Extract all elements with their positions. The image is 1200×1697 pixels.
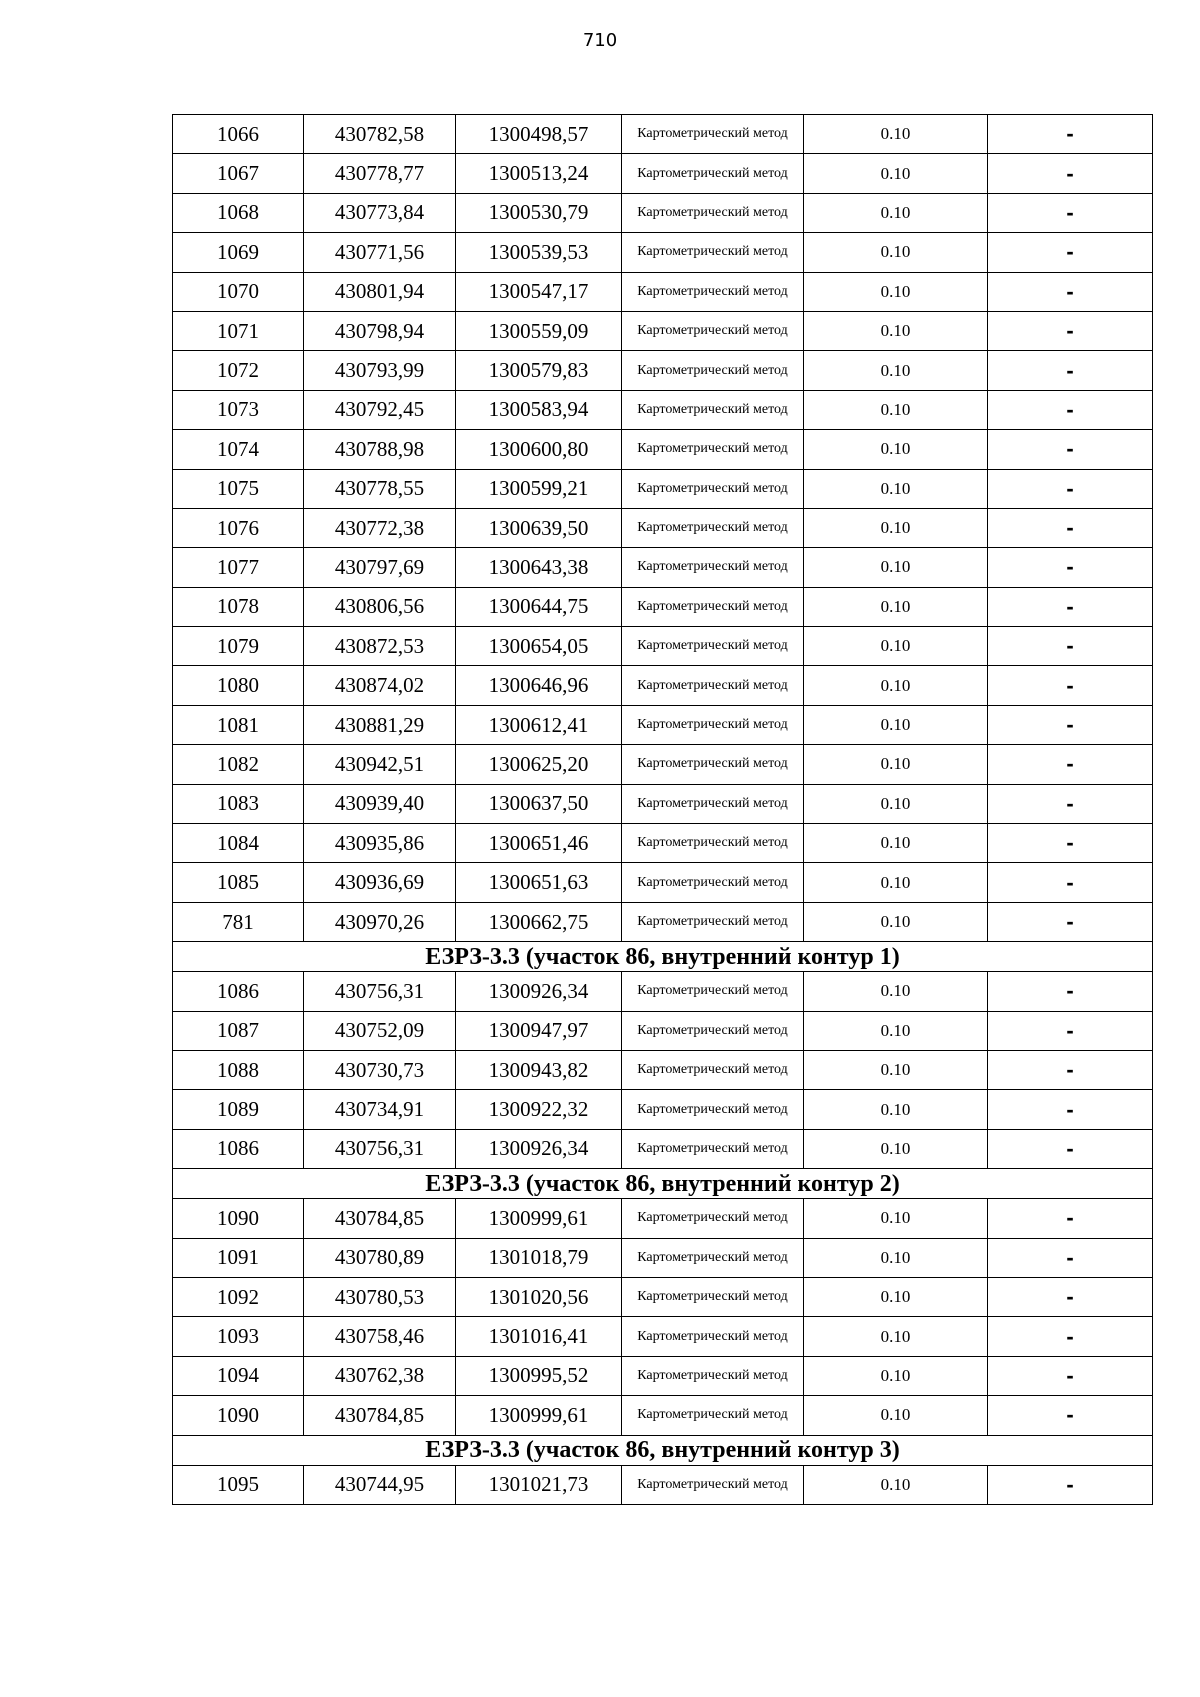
x-coordinate-cell: 430771,56	[304, 233, 456, 272]
table-row	[173, 824, 1153, 863]
x-coordinate-cell: 430806,56	[304, 587, 456, 626]
method-cell: Картометрический метод	[622, 745, 804, 784]
point-number-cell: 1076	[173, 508, 304, 547]
x-coordinate-cell: 430939,40	[304, 784, 456, 823]
point-number-cell: 1081	[173, 705, 304, 744]
y-coordinate-cell: 1300530,79	[456, 193, 622, 232]
note-cell: -	[988, 824, 1153, 863]
note-cell: -	[988, 587, 1153, 626]
method-cell: Картометрический метод	[622, 311, 804, 350]
y-coordinate-cell: 1300599,21	[456, 469, 622, 508]
x-coordinate-cell: 430772,38	[304, 508, 456, 547]
x-coordinate-cell: 430762,38	[304, 1356, 456, 1395]
table-row	[173, 1129, 1153, 1168]
y-coordinate-cell: 1301016,41	[456, 1317, 622, 1356]
accuracy-cell: 0.10	[804, 1396, 988, 1435]
x-coordinate-cell: 430798,94	[304, 311, 456, 350]
point-number-cell: 1095	[173, 1465, 304, 1504]
note-cell: -	[988, 115, 1153, 154]
point-number-cell: 1082	[173, 745, 304, 784]
note-cell: -	[988, 1317, 1153, 1356]
x-coordinate-cell: 430756,31	[304, 1129, 456, 1168]
method-cell: Картометрический метод	[622, 1050, 804, 1089]
method-cell: Картометрический метод	[622, 272, 804, 311]
method-cell: Картометрический метод	[622, 1129, 804, 1168]
accuracy-cell: 0.10	[804, 115, 988, 154]
point-number-cell: 781	[173, 902, 304, 941]
table-row	[173, 351, 1153, 390]
accuracy-cell: 0.10	[804, 311, 988, 350]
table-row	[173, 1011, 1153, 1050]
x-coordinate-cell: 430970,26	[304, 902, 456, 941]
method-cell: Картометрический метод	[622, 1199, 804, 1238]
y-coordinate-cell: 1300547,17	[456, 272, 622, 311]
note-cell: -	[988, 154, 1153, 193]
x-coordinate-cell: 430942,51	[304, 745, 456, 784]
note-cell: -	[988, 1011, 1153, 1050]
accuracy-cell: 0.10	[804, 1129, 988, 1168]
note-cell: -	[988, 351, 1153, 390]
method-cell: Картометрический метод	[622, 863, 804, 902]
section-header-row	[173, 1169, 1153, 1199]
y-coordinate-cell: 1300643,38	[456, 548, 622, 587]
note-cell: -	[988, 1050, 1153, 1089]
y-coordinate-cell: 1300922,32	[456, 1090, 622, 1129]
method-cell: Картометрический метод	[622, 784, 804, 823]
point-number-cell: 1092	[173, 1277, 304, 1316]
y-coordinate-cell: 1300943,82	[456, 1050, 622, 1089]
y-coordinate-cell: 1300583,94	[456, 390, 622, 429]
table-row	[173, 627, 1153, 666]
table-row	[173, 784, 1153, 823]
method-cell: Картометрический метод	[622, 1396, 804, 1435]
table-row	[173, 666, 1153, 705]
method-cell: Картометрический метод	[622, 972, 804, 1011]
note-cell: -	[988, 390, 1153, 429]
y-coordinate-cell: 1300639,50	[456, 508, 622, 547]
y-coordinate-cell: 1300926,34	[456, 1129, 622, 1168]
x-coordinate-cell: 430758,46	[304, 1317, 456, 1356]
accuracy-cell: 0.10	[804, 1277, 988, 1316]
point-number-cell: 1074	[173, 430, 304, 469]
point-number-cell: 1094	[173, 1356, 304, 1395]
y-coordinate-cell: 1300654,05	[456, 627, 622, 666]
note-cell: -	[988, 469, 1153, 508]
x-coordinate-cell: 430730,73	[304, 1050, 456, 1089]
y-coordinate-cell: 1301020,56	[456, 1277, 622, 1316]
table-row	[173, 193, 1153, 232]
x-coordinate-cell: 430935,86	[304, 824, 456, 863]
y-coordinate-cell: 1300644,75	[456, 587, 622, 626]
note-cell: -	[988, 508, 1153, 547]
table-row	[173, 115, 1153, 154]
x-coordinate-cell: 430778,77	[304, 154, 456, 193]
table-row	[173, 1356, 1153, 1395]
table-row	[173, 390, 1153, 429]
point-number-cell: 1084	[173, 824, 304, 863]
note-cell: -	[988, 666, 1153, 705]
accuracy-cell: 0.10	[804, 972, 988, 1011]
x-coordinate-cell: 430782,58	[304, 115, 456, 154]
note-cell: -	[988, 1356, 1153, 1395]
x-coordinate-cell: 430788,98	[304, 430, 456, 469]
accuracy-cell: 0.10	[804, 154, 988, 193]
accuracy-cell: 0.10	[804, 824, 988, 863]
method-cell: Картометрический метод	[622, 705, 804, 744]
point-number-cell: 1085	[173, 863, 304, 902]
table-row	[173, 1090, 1153, 1129]
note-cell: -	[988, 1238, 1153, 1277]
method-cell: Картометрический метод	[622, 1238, 804, 1277]
table-row	[173, 233, 1153, 272]
section-title: ЕЗРЗ-3.3 (участок 86, внутренний контур 1)	[173, 942, 1153, 972]
table-row	[173, 508, 1153, 547]
table-row	[173, 1277, 1153, 1316]
x-coordinate-cell: 430874,02	[304, 666, 456, 705]
accuracy-cell: 0.10	[804, 351, 988, 390]
point-number-cell: 1087	[173, 1011, 304, 1050]
accuracy-cell: 0.10	[804, 1050, 988, 1089]
note-cell: -	[988, 272, 1153, 311]
accuracy-cell: 0.10	[804, 1011, 988, 1050]
section-header-row	[173, 942, 1153, 972]
section-title: ЕЗРЗ-3.3 (участок 86, внутренний контур 3)	[173, 1435, 1153, 1465]
method-cell: Картометрический метод	[622, 1277, 804, 1316]
table-row	[173, 1238, 1153, 1277]
x-coordinate-cell: 430872,53	[304, 627, 456, 666]
method-cell: Картометрический метод	[622, 902, 804, 941]
x-coordinate-cell: 430756,31	[304, 972, 456, 1011]
accuracy-cell: 0.10	[804, 666, 988, 705]
note-cell: -	[988, 627, 1153, 666]
x-coordinate-cell: 430792,45	[304, 390, 456, 429]
method-cell: Картометрический метод	[622, 390, 804, 429]
table-row	[173, 1317, 1153, 1356]
point-number-cell: 1078	[173, 587, 304, 626]
accuracy-cell: 0.10	[804, 705, 988, 744]
note-cell: -	[988, 1277, 1153, 1316]
accuracy-cell: 0.10	[804, 627, 988, 666]
page-number: 710	[582, 30, 618, 51]
accuracy-cell: 0.10	[804, 272, 988, 311]
point-number-cell: 1067	[173, 154, 304, 193]
note-cell: -	[988, 784, 1153, 823]
table-row	[173, 311, 1153, 350]
point-number-cell: 1071	[173, 311, 304, 350]
y-coordinate-cell: 1300662,75	[456, 902, 622, 941]
table-row	[173, 745, 1153, 784]
y-coordinate-cell: 1300999,61	[456, 1199, 622, 1238]
x-coordinate-cell: 430778,55	[304, 469, 456, 508]
accuracy-cell: 0.10	[804, 745, 988, 784]
y-coordinate-cell: 1300651,46	[456, 824, 622, 863]
x-coordinate-cell: 430784,85	[304, 1396, 456, 1435]
y-coordinate-cell: 1300995,52	[456, 1356, 622, 1395]
note-cell: -	[988, 193, 1153, 232]
accuracy-cell: 0.10	[804, 430, 988, 469]
y-coordinate-cell: 1300947,97	[456, 1011, 622, 1050]
point-number-cell: 1068	[173, 193, 304, 232]
y-coordinate-cell: 1300646,96	[456, 666, 622, 705]
table-row	[173, 587, 1153, 626]
x-coordinate-cell: 430797,69	[304, 548, 456, 587]
method-cell: Картометрический метод	[622, 1465, 804, 1504]
x-coordinate-cell: 430801,94	[304, 272, 456, 311]
y-coordinate-cell: 1301021,73	[456, 1465, 622, 1504]
note-cell: -	[988, 972, 1153, 1011]
table-row	[173, 972, 1153, 1011]
coordinates-table	[172, 114, 1153, 1505]
method-cell: Картометрический метод	[622, 666, 804, 705]
x-coordinate-cell: 430752,09	[304, 1011, 456, 1050]
table-row	[173, 154, 1153, 193]
x-coordinate-cell: 430881,29	[304, 705, 456, 744]
point-number-cell: 1069	[173, 233, 304, 272]
point-number-cell: 1089	[173, 1090, 304, 1129]
method-cell: Картометрический метод	[622, 1356, 804, 1395]
table-row	[173, 1396, 1153, 1435]
accuracy-cell: 0.10	[804, 1317, 988, 1356]
point-number-cell: 1091	[173, 1238, 304, 1277]
section-title: ЕЗРЗ-3.3 (участок 86, внутренний контур 2)	[173, 1169, 1153, 1199]
x-coordinate-cell: 430744,95	[304, 1465, 456, 1504]
point-number-cell: 1093	[173, 1317, 304, 1356]
method-cell: Картометрический метод	[622, 115, 804, 154]
x-coordinate-cell: 430936,69	[304, 863, 456, 902]
note-cell: -	[988, 863, 1153, 902]
y-coordinate-cell: 1301018,79	[456, 1238, 622, 1277]
y-coordinate-cell: 1300513,24	[456, 154, 622, 193]
method-cell: Картометрический метод	[622, 469, 804, 508]
accuracy-cell: 0.10	[804, 1465, 988, 1504]
accuracy-cell: 0.10	[804, 1356, 988, 1395]
note-cell: -	[988, 548, 1153, 587]
point-number-cell: 1086	[173, 1129, 304, 1168]
note-cell: -	[988, 1129, 1153, 1168]
y-coordinate-cell: 1300600,80	[456, 430, 622, 469]
note-cell: -	[988, 1090, 1153, 1129]
section-header-row	[173, 1435, 1153, 1465]
point-number-cell: 1070	[173, 272, 304, 311]
point-number-cell: 1088	[173, 1050, 304, 1089]
y-coordinate-cell: 1300999,61	[456, 1396, 622, 1435]
method-cell: Картометрический метод	[622, 193, 804, 232]
method-cell: Картометрический метод	[622, 430, 804, 469]
y-coordinate-cell: 1300559,09	[456, 311, 622, 350]
note-cell: -	[988, 1465, 1153, 1504]
accuracy-cell: 0.10	[804, 587, 988, 626]
table-row	[173, 469, 1153, 508]
point-number-cell: 1083	[173, 784, 304, 823]
point-number-cell: 1086	[173, 972, 304, 1011]
note-cell: -	[988, 311, 1153, 350]
x-coordinate-cell: 430793,99	[304, 351, 456, 390]
point-number-cell: 1072	[173, 351, 304, 390]
accuracy-cell: 0.10	[804, 390, 988, 429]
table-row	[173, 902, 1153, 941]
accuracy-cell: 0.10	[804, 548, 988, 587]
y-coordinate-cell: 1300579,83	[456, 351, 622, 390]
table-row	[173, 1199, 1153, 1238]
method-cell: Картометрический метод	[622, 587, 804, 626]
accuracy-cell: 0.10	[804, 1238, 988, 1277]
table-row	[173, 430, 1153, 469]
y-coordinate-cell: 1300498,57	[456, 115, 622, 154]
table-row	[173, 1465, 1153, 1504]
note-cell: -	[988, 430, 1153, 469]
x-coordinate-cell: 430784,85	[304, 1199, 456, 1238]
accuracy-cell: 0.10	[804, 1199, 988, 1238]
table-row	[173, 863, 1153, 902]
y-coordinate-cell: 1300651,63	[456, 863, 622, 902]
method-cell: Картометрический метод	[622, 351, 804, 390]
method-cell: Картометрический метод	[622, 824, 804, 863]
table-row	[173, 548, 1153, 587]
table-row	[173, 272, 1153, 311]
method-cell: Картометрический метод	[622, 548, 804, 587]
accuracy-cell: 0.10	[804, 469, 988, 508]
point-number-cell: 1077	[173, 548, 304, 587]
x-coordinate-cell: 430780,89	[304, 1238, 456, 1277]
note-cell: -	[988, 1199, 1153, 1238]
accuracy-cell: 0.10	[804, 863, 988, 902]
x-coordinate-cell: 430773,84	[304, 193, 456, 232]
note-cell: -	[988, 233, 1153, 272]
note-cell: -	[988, 705, 1153, 744]
point-number-cell: 1073	[173, 390, 304, 429]
point-number-cell: 1079	[173, 627, 304, 666]
accuracy-cell: 0.10	[804, 902, 988, 941]
x-coordinate-cell: 430780,53	[304, 1277, 456, 1316]
y-coordinate-cell: 1300612,41	[456, 705, 622, 744]
method-cell: Картометрический метод	[622, 1090, 804, 1129]
note-cell: -	[988, 1396, 1153, 1435]
note-cell: -	[988, 745, 1153, 784]
accuracy-cell: 0.10	[804, 193, 988, 232]
y-coordinate-cell: 1300625,20	[456, 745, 622, 784]
point-number-cell: 1090	[173, 1199, 304, 1238]
table-row	[173, 1050, 1153, 1089]
method-cell: Картометрический метод	[622, 627, 804, 666]
accuracy-cell: 0.10	[804, 784, 988, 823]
y-coordinate-cell: 1300637,50	[456, 784, 622, 823]
table-row	[173, 705, 1153, 744]
y-coordinate-cell: 1300539,53	[456, 233, 622, 272]
method-cell: Картометрический метод	[622, 233, 804, 272]
y-coordinate-cell: 1300926,34	[456, 972, 622, 1011]
accuracy-cell: 0.10	[804, 1090, 988, 1129]
method-cell: Картометрический метод	[622, 1317, 804, 1356]
point-number-cell: 1080	[173, 666, 304, 705]
method-cell: Картометрический метод	[622, 1011, 804, 1050]
point-number-cell: 1066	[173, 115, 304, 154]
accuracy-cell: 0.10	[804, 508, 988, 547]
method-cell: Картометрический метод	[622, 154, 804, 193]
point-number-cell: 1075	[173, 469, 304, 508]
note-cell: -	[988, 902, 1153, 941]
accuracy-cell: 0.10	[804, 233, 988, 272]
x-coordinate-cell: 430734,91	[304, 1090, 456, 1129]
point-number-cell: 1090	[173, 1396, 304, 1435]
method-cell: Картометрический метод	[622, 508, 804, 547]
